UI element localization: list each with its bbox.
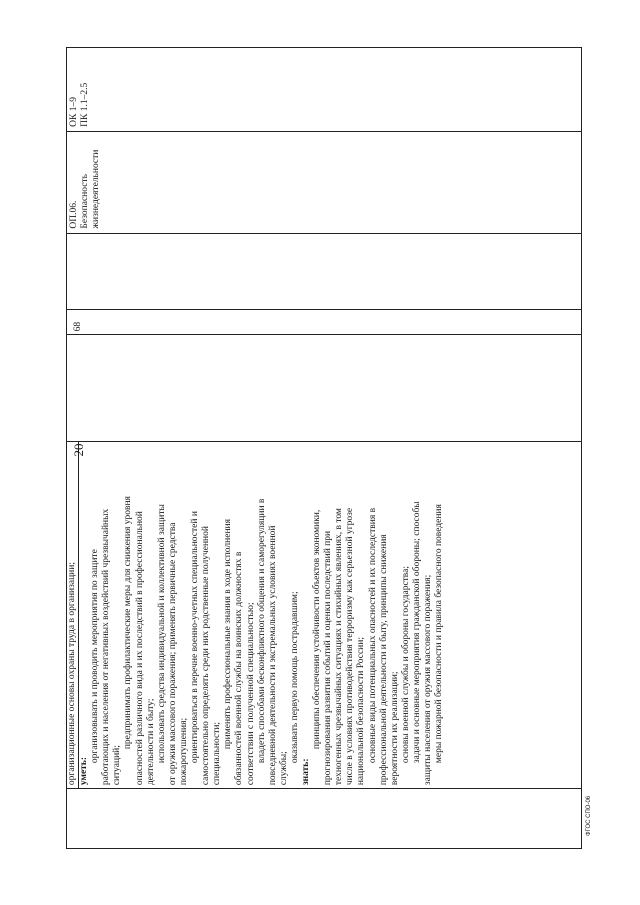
index-column <box>67 788 581 848</box>
znat-heading: знать: <box>300 758 311 786</box>
umet-heading: уметь: <box>79 756 90 786</box>
content-line: профессиональной деятельности и быту, принципы снижения <box>378 534 389 786</box>
empty-column-2 <box>67 233 581 310</box>
page-number: 20 <box>71 443 86 457</box>
competencies-column <box>67 48 581 131</box>
content-line: задачи и основные мероприятия гражданской обороны; способы <box>411 501 422 764</box>
content-line: защиты населения от оружия массового поражения; <box>423 574 433 786</box>
content-line: национальной безопасности России; <box>356 637 367 786</box>
empty-column-1 <box>67 334 581 441</box>
content-line: специальности; <box>212 721 223 786</box>
content-line: самостоятельно определять среди них родственные полученной <box>201 526 212 786</box>
content-line: оказывать первую помощь пострадавшим; <box>289 591 300 764</box>
content-line: применять профессиональные знания в ходе исполнения <box>223 519 234 750</box>
content-line: меры пожарной безопасности и правила безопасного поведения <box>434 504 445 764</box>
curriculum-table-rotated <box>66 47 582 849</box>
content-line: обязанностей военной службы на воинских должностях в <box>234 551 245 786</box>
footer-label: ФГОС СПО-06 <box>586 795 592 836</box>
content-line: от оружия массового поражения; применять первичные средства <box>167 522 178 786</box>
umet-list <box>90 445 301 785</box>
content-line: владеть способами бесконфликтного общения и саморегуляции в <box>256 498 267 764</box>
hours-value: 68 <box>73 321 83 332</box>
content-line: вероятности их реализации; <box>389 671 400 786</box>
content-line: соответствии с полученной специальностью; <box>245 602 256 786</box>
discipline-name-1: Безопасность <box>80 174 91 229</box>
content-line: опасностей различного вида и их последствий в профессиональной <box>134 511 145 786</box>
content-line: прогнозирования развития событий и оценки последствий при <box>323 530 334 786</box>
competencies-ok: ОК 1–9 <box>69 96 79 127</box>
discipline-name-2: жизнедеятельности <box>91 149 102 229</box>
content-line: организовывать и проводить мероприятия по защите <box>90 549 101 764</box>
content-line: пожаротушения; <box>178 717 189 786</box>
content-line: работающих и населения от негативных воздействий чрезвычайных <box>101 508 112 786</box>
content-line: предпринимать профилактические меры для снижения уровня <box>123 496 134 750</box>
content-line: повседневной деятельности и экстремальных условиях военной <box>267 525 278 786</box>
competencies-pk: ПК 1.1–2.5 <box>80 82 91 127</box>
znat-list <box>312 445 445 785</box>
content-line: ситуаций; <box>112 745 123 786</box>
content-line: ориентироваться в перечне военно-учетных специальностей и <box>190 511 201 764</box>
discipline-code: ОП.06. <box>69 200 79 229</box>
content-line: деятельности и быту; <box>145 698 156 786</box>
content-line: основы военной службы и обороны государства; <box>400 565 411 764</box>
content-line: числе в условиях противодействия терроризму как серьезной угрозе <box>345 507 356 786</box>
content-line: основные виды потенциальных опасностей и их последствия в <box>367 507 378 764</box>
content-line: техногенных чрезвычайных ситуациях и стихийных явлениях, в том <box>334 508 345 786</box>
discipline-column <box>67 131 581 233</box>
continued-line: организационные основы охраны труда в организации; <box>67 442 79 788</box>
content-column <box>67 441 581 788</box>
content-line: использовать средства индивидуальной и коллективной защиты <box>156 504 167 764</box>
content-line: принципы обеспечения устойчивости объектов экономики, <box>312 509 323 750</box>
content-line: службы; <box>278 751 289 786</box>
curriculum-table <box>66 47 582 849</box>
hours-column <box>67 309 581 334</box>
